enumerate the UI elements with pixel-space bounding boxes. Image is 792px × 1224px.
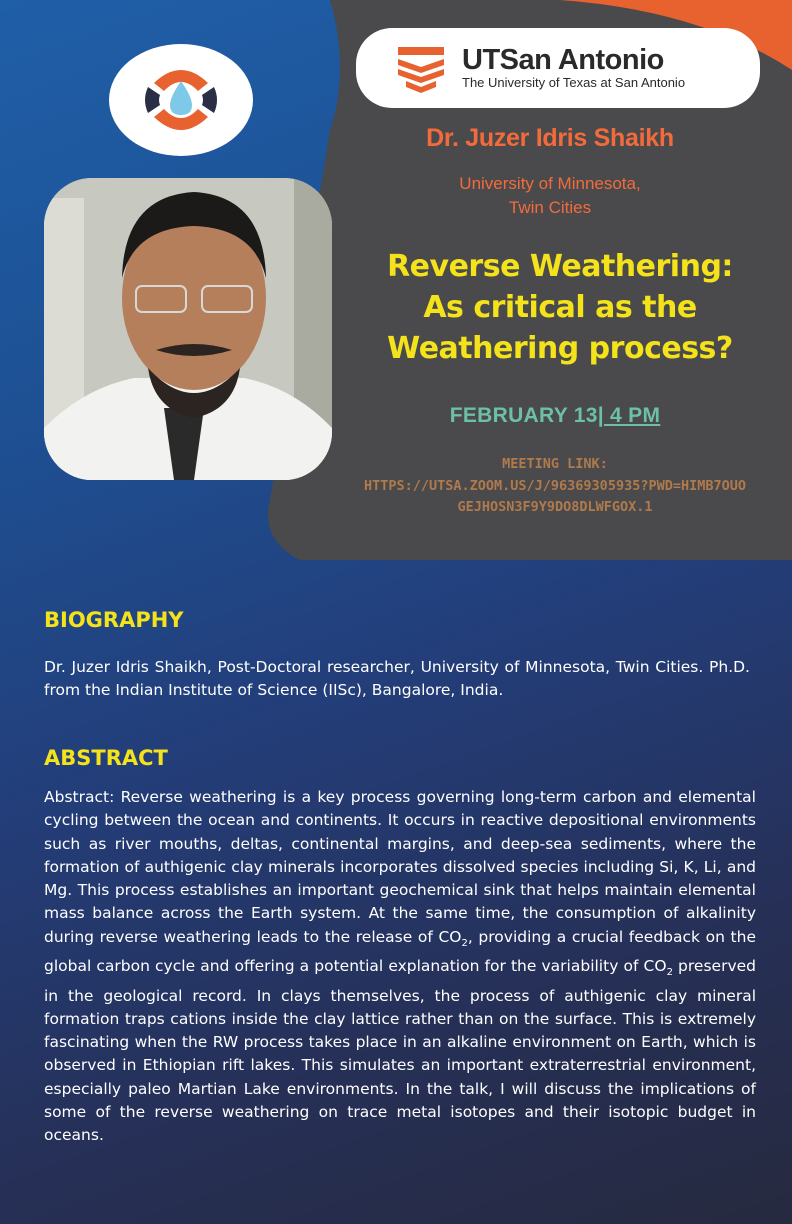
abstract-text: [44, 786, 756, 1148]
talk-title-line-3: Weathering process?: [387, 331, 733, 366]
affiliation-line-2: Twin Cities: [508, 198, 592, 217]
utsa-subtitle: The University of Texas at San Antonio: [462, 75, 686, 90]
talk-title-line-1: Reverse Weathering:: [387, 249, 733, 284]
talk-date: FEBRUARY 13: [449, 404, 598, 427]
abstract-heading: ABSTRACT: [44, 746, 168, 770]
co2-subscript: 2: [461, 937, 468, 949]
date-separator: |: [597, 404, 611, 427]
talk-title-line-2: As critical as the: [423, 290, 697, 325]
speaker-name: Dr. Juzer Idris Shaikh: [426, 124, 674, 152]
abstract-part-3: preserved in the geological record. In clays themselves, the process of authigenic clay mineral formation traps cations inside the clay lattice rather than on the surface. This is extremely fascinating when the RW process takes place in an alkaline environment on Earth, which is observed in Ethiopian rift lakes. This simulates an important extraterrestrial environment, especially paleo Martian Lake environments. In the talk, I will discuss the implications of some of the reverse weathering on trace metal isotopes and their isotopic budget in oceans.: [44, 957, 756, 1145]
talk-date-time: [350, 404, 760, 428]
talk-time: 4 PM: [610, 404, 661, 427]
utsa-logo: [356, 28, 760, 108]
meeting-link[interactable]: HTTPS://UTSA.ZOOM.US/J/96369305935?PWD=HIMB7OUOGEJHOSN3F9Y9DO8DLWFGOX.1: [363, 478, 746, 515]
talk-title: [350, 246, 770, 369]
biography-text: Dr. Juzer Idris Shaikh, Post-Doctoral researcher, University of Minnesota, Twin Cities. Ph.D. from the Indian Institute of Science (IISc), Bangalore, India.: [44, 658, 750, 699]
abstract-part-1: Abstract: Reverse weathering is a key process governing long-term carbon and elemental cycling between the ocean and continents. It occurs in reactive depositional environments such as river mouths, deltas, continental margins, and deep-sea sediments, where the formation of authigenic clay minerals incorporates dissolved species including Si, K, Li, and Mg. This process establishes an important geochemical sink that helps maintain elemental mass balance across the Earth system. At the same time, the consumption of alkalinity during reverse weathering leads to the release of CO: [44, 788, 756, 946]
speaker-photo: [44, 178, 332, 480]
utsa-name: UTSan Antonio: [462, 44, 664, 76]
co2-subscript: 2: [666, 967, 673, 979]
speaker-affiliation: [350, 172, 750, 220]
affiliation-line-1: University of Minnesota,: [459, 174, 641, 193]
biography-heading: BIOGRAPHY: [44, 608, 184, 632]
meeting-link-label: MEETING LINK:: [502, 456, 608, 472]
utsa-star-icon: [394, 41, 448, 95]
abstract-part-2: , providing a crucial feedback on the global carbon cycle and offering a potential explanation for the variability of CO: [44, 927, 756, 976]
institute-logo: [106, 43, 256, 158]
